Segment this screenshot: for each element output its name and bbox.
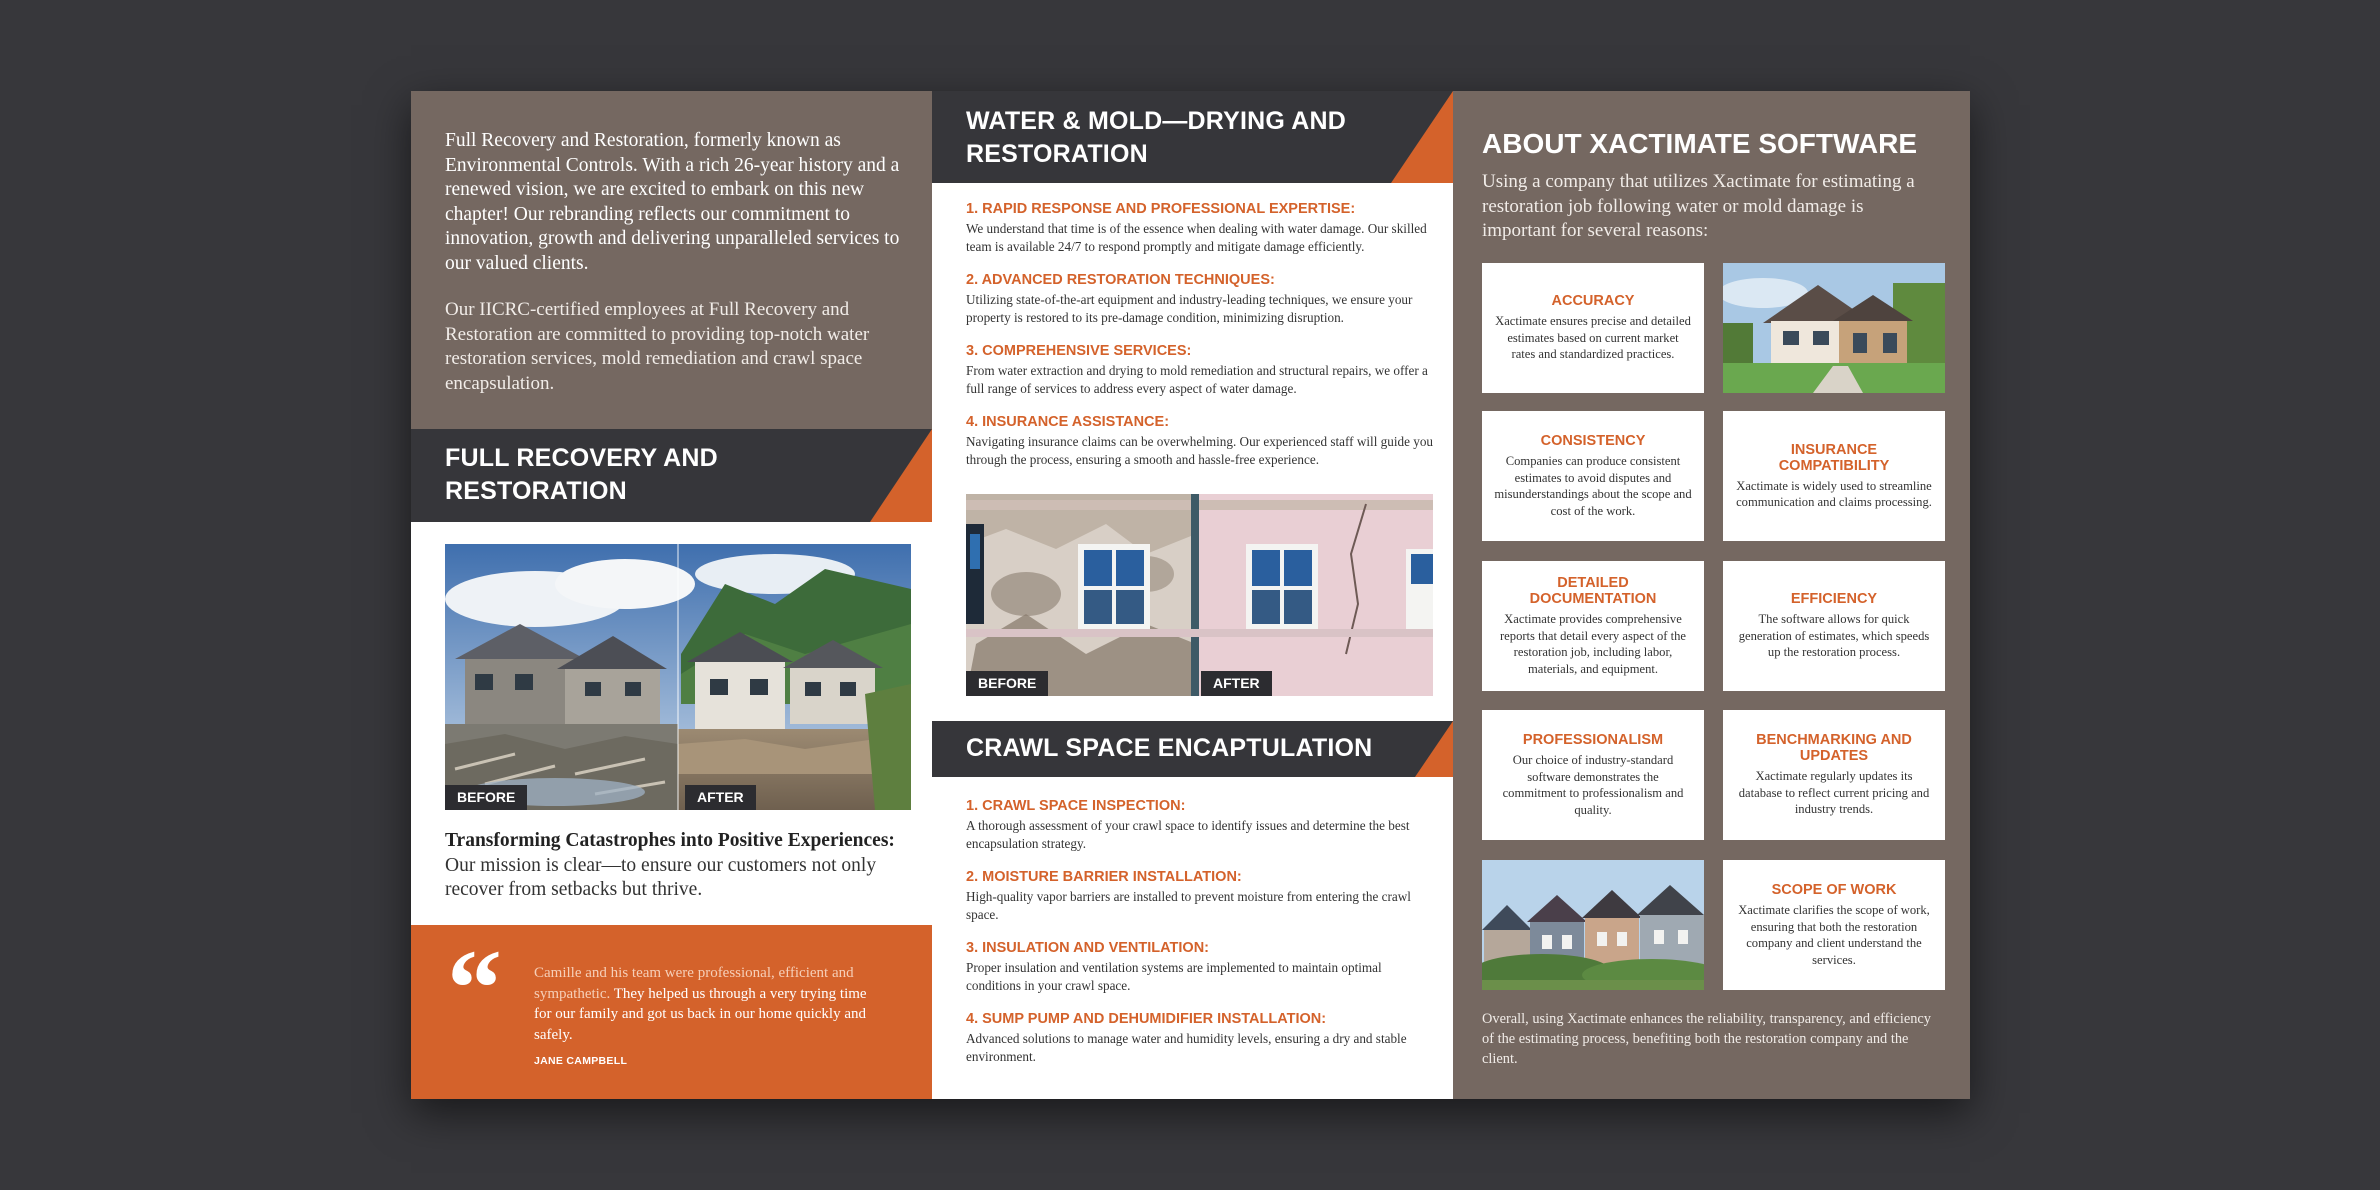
panel-right xyxy=(1453,91,1970,1099)
service-text: Navigating insurance claims can be overwhelming. Our experienced staff will guide you through the process, ensuring a smooth and hassle-free experience. xyxy=(966,434,1434,467)
section-title: FULL RECOVERY AND RESTORATION xyxy=(445,444,718,505)
service-title: 2. ADVANCED RESTORATION TECHNIQUES: xyxy=(966,272,1275,288)
section-title: CRAWL SPACE ENCAPTULATION xyxy=(966,734,1373,762)
tagline-text: Our mission is clear—to ensure our customers not only recover from setbacks but thrive. xyxy=(445,854,877,900)
testimonial-text xyxy=(534,963,874,1045)
feature-card-scope xyxy=(1723,860,1945,990)
house-photo xyxy=(1723,263,1945,393)
mold-wall-illustration xyxy=(966,494,1433,696)
crawl-item xyxy=(966,939,1436,994)
before-after-photo-wall xyxy=(966,494,1433,696)
card-text: Xactimate regularly updates its database to reflect current pricing and industry trends. xyxy=(1738,769,1930,817)
section-header-water-mold xyxy=(932,91,1453,183)
feature-card-insurance xyxy=(1723,411,1945,541)
crawl-text: Advanced solutions to manage water and humidity levels, ensuring a dry and stable environment. xyxy=(966,1031,1407,1064)
after-badge: AFTER xyxy=(1201,671,1272,696)
service-title: 1. RAPID RESPONSE AND PROFESSIONAL EXPERTISE: xyxy=(966,201,1356,217)
card-title: INSURANCE COMPATIBILITY xyxy=(1778,441,1890,474)
service-text: Utilizing state-of-the-art equipment and industry-leading techniques, we ensure your property is restored to its pre-damage condition, minimizing disruption. xyxy=(966,292,1413,325)
crawl-title: 2. MOISTURE BARRIER INSTALLATION: xyxy=(966,869,1242,885)
section-header-full-recovery xyxy=(411,429,932,522)
after-badge: AFTER xyxy=(685,785,756,810)
testimonial-author: JANE CAMPBELL xyxy=(534,1055,628,1067)
card-text: Xactimate provides comprehensive reports that detail every aspect of the restoration job, including labor, materials, and equipment. xyxy=(1499,612,1687,676)
card-text: Xactimate is widely used to streamline communication and claims processing. xyxy=(1736,478,1932,509)
crawl-item xyxy=(966,868,1436,923)
house-illustration xyxy=(1723,263,1945,393)
quote-mark-icon: “ xyxy=(447,927,502,1049)
testimonial-light: Camille and his team were professional, efficient and sympathetic. xyxy=(534,965,854,1002)
feature-card-accuracy xyxy=(1482,263,1704,393)
card-title: PROFESSIONALISM xyxy=(1522,732,1664,748)
card-title: DETAILED DOCUMENTATION xyxy=(1529,575,1657,607)
service-text: We understand that time is of the essence when dealing with water damage. Our skilled team is available 24/7 to respond promptly and mitigate damage efficiently. xyxy=(966,221,1427,254)
row-houses-photo xyxy=(1482,860,1704,990)
section-header-crawl-space xyxy=(932,721,1453,777)
card-text: Our choice of industry-standard software demonstrates the commitment to professionalism and quality. xyxy=(1502,753,1684,817)
crawl-text: Proper insulation and ventilation systems are implemented to maintain optimal conditions in your crawl space. xyxy=(966,960,1382,993)
crawl-text: High-quality vapor barriers are installed to prevent moisture from entering the crawl space. xyxy=(966,889,1411,922)
card-text: Xactimate ensures precise and detailed estimates based on current market rates and standardized practices. xyxy=(1495,314,1691,362)
card-title: BENCHMARKING AND UPDATES xyxy=(1756,732,1912,765)
before-badge: BEFORE xyxy=(966,671,1048,696)
tagline-bold: Transforming Catastrophes into Positive Experiences: xyxy=(445,830,895,851)
feature-card-benchmarking xyxy=(1723,710,1945,840)
brochure-sheet xyxy=(411,91,1970,1099)
intro-block xyxy=(411,91,932,429)
crawl-text: A thorough assessment of your crawl space to identify issues and determine the best encapsulation strategy. xyxy=(966,818,1410,851)
accent-triangle xyxy=(1415,721,1453,777)
card-text: The software allows for quick generation of estimates, which speeds up the restoration process. xyxy=(1738,612,1930,660)
feature-card-efficiency xyxy=(1723,561,1945,691)
intro-paragraph-2: Our IICRC-certified employees at Full Recovery and Restoration are committed to providing top-notch water restoration services, mold remediation and crawl space encapsulation. xyxy=(445,299,870,394)
testimonial-main: They helped us through a very trying time for our family and got us back in our home quickly and safely. xyxy=(534,985,867,1043)
panel-middle xyxy=(932,91,1453,1099)
card-text: Xactimate clarifies the scope of work, ensuring that both the restoration company and client understand the services. xyxy=(1738,903,1930,967)
before-after-photo-flood xyxy=(445,544,911,810)
card-title: EFFICIENCY xyxy=(1790,591,1878,608)
accent-triangle xyxy=(870,429,932,522)
flood-houses-illustration xyxy=(445,544,911,810)
service-item xyxy=(966,413,1436,468)
xactimate-intro: Using a company that utilizes Xactimate for estimating a restoration job following water or mold damage is important for several reasons: xyxy=(1482,171,1915,241)
crawl-title: 3. INSULATION AND VENTILATION: xyxy=(966,940,1210,956)
card-text: Companies can produce consistent estimates to avoid disputes and misunderstandings about the scope and cost of the work. xyxy=(1494,454,1692,518)
service-item xyxy=(966,271,1436,326)
card-title: ACCURACY xyxy=(1551,293,1635,310)
card-title: SCOPE OF WORK xyxy=(1771,882,1897,898)
xactimate-conclusion: Overall, using Xactimate enhances the reliability, transparency, and efficiency of the estimating process, benefiting both the restoration company and the client. xyxy=(1482,1011,1931,1067)
feature-card-professionalism xyxy=(1482,710,1704,840)
service-item xyxy=(966,200,1436,255)
feature-card-documentation xyxy=(1482,561,1704,691)
crawl-item xyxy=(966,797,1436,852)
before-badge: BEFORE xyxy=(445,785,527,810)
row-houses-illustration xyxy=(1482,860,1704,990)
feature-card-consistency xyxy=(1482,411,1704,541)
service-title: 3. COMPREHENSIVE SERVICES: xyxy=(966,343,1192,359)
intro-paragraph-1: Full Recovery and Restoration, formerly known as Environmental Controls. With a rich 26-year history and a renewed vision, we are excited to embark on this new chapter! Our rebranding reflects our commitment to innovation, growth and delivering unparalleled services to our valued clients. xyxy=(445,130,900,274)
card-title: CONSISTENCY xyxy=(1540,433,1646,449)
accent-triangle xyxy=(1391,91,1453,183)
testimonial-block xyxy=(411,925,932,1099)
panel-left xyxy=(411,91,932,1099)
section-title: ABOUT XACTIMATE SOFTWARE xyxy=(1482,128,1918,159)
service-title: 4. INSURANCE ASSISTANCE: xyxy=(966,414,1170,430)
service-item xyxy=(966,342,1436,397)
mission-tagline xyxy=(445,829,915,903)
service-text: From water extraction and drying to mold remediation and structural repairs, we offer a full range of services to address every aspect of water damage. xyxy=(966,363,1428,396)
crawl-title: 4. SUMP PUMP AND DEHUMIDIFIER INSTALLATION: xyxy=(966,1011,1327,1027)
crawl-title: 1. CRAWL SPACE INSPECTION: xyxy=(966,798,1186,814)
section-title: WATER & MOLD—DRYING AND RESTORATION xyxy=(966,107,1347,168)
crawl-item xyxy=(966,1010,1436,1065)
